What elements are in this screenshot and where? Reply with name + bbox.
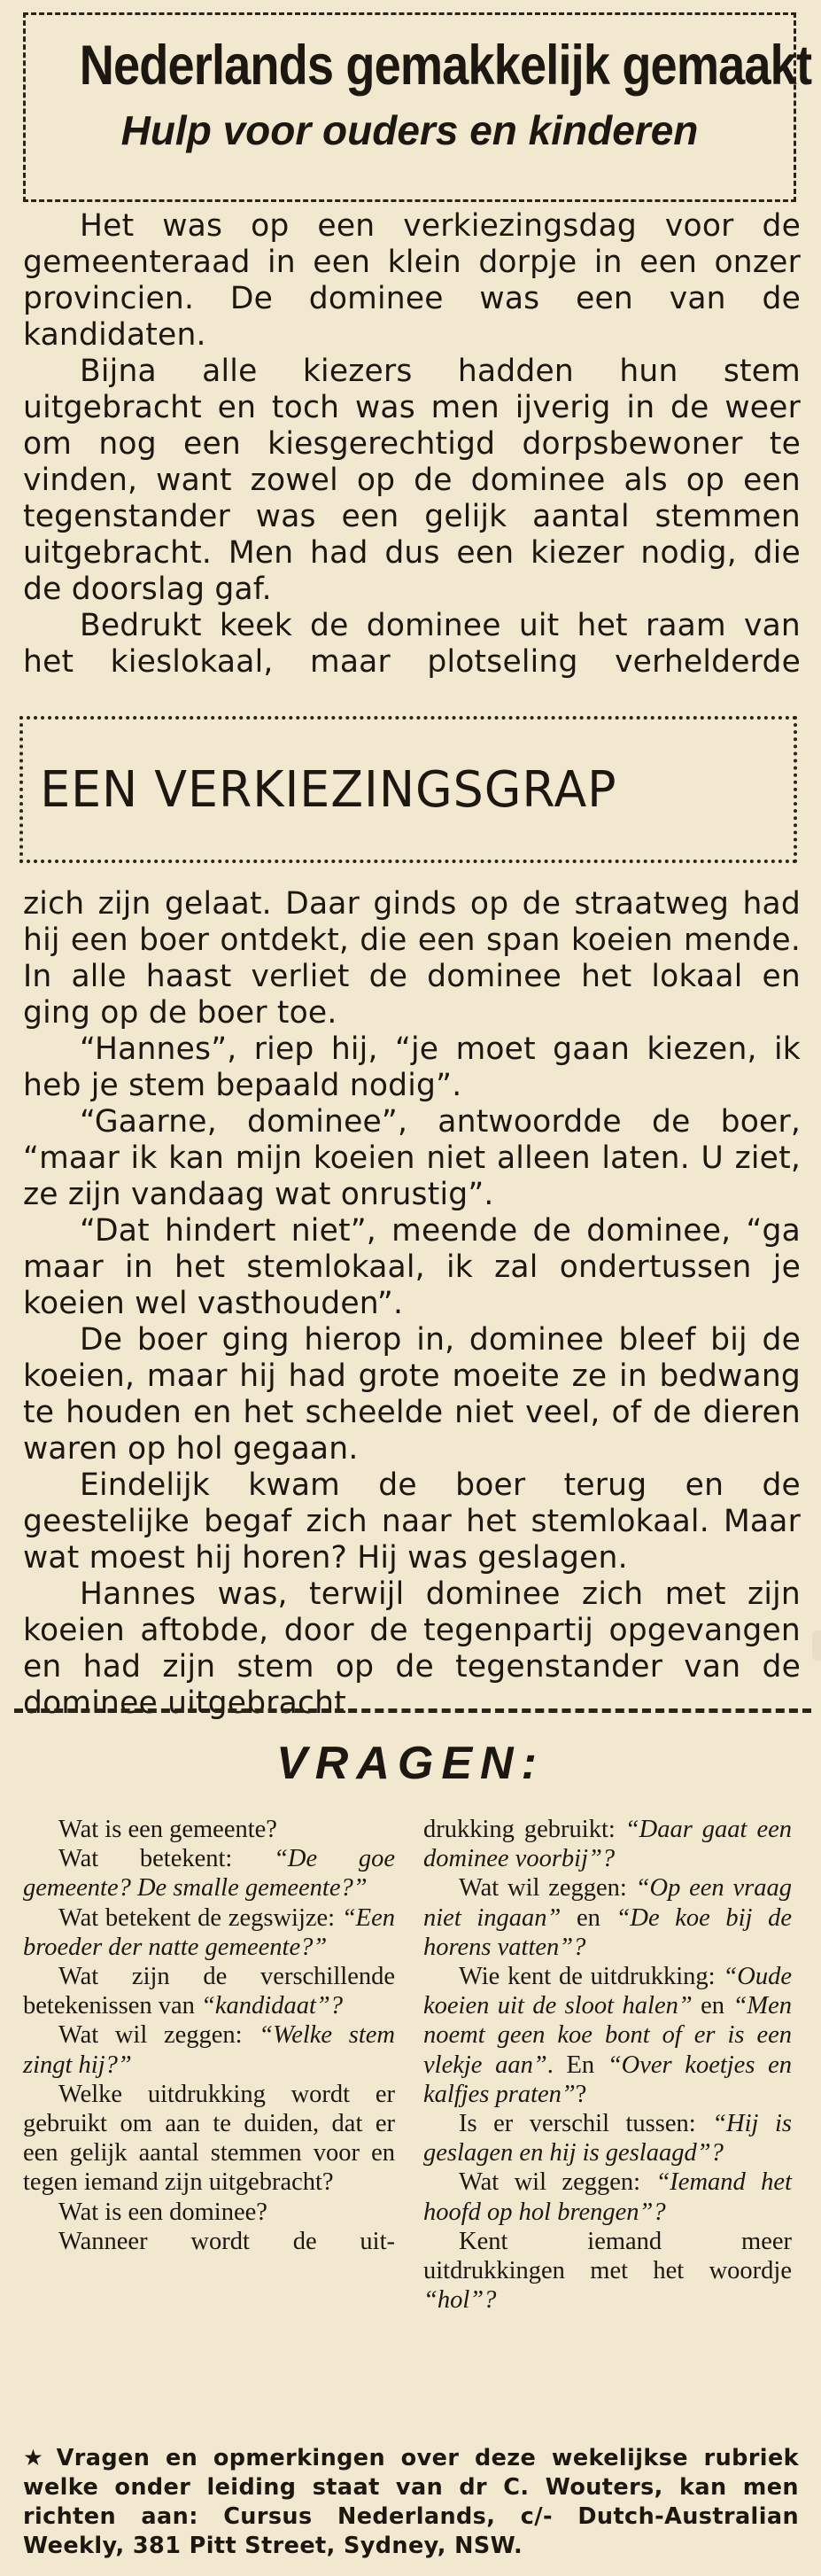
article-paragraph: “Hannes”, riep hij, “je moet gaan kiezen, ik heb je stem bepaald nodig”. <box>23 1031 801 1103</box>
headline-title: Nederlands gemakkelijk gemaakt <box>79 35 812 97</box>
article-part-2 <box>23 886 801 1722</box>
article-paragraph: Bijna alle kiezers hadden hun stem uitgebracht en toch was men ijverig in de weer om nog een kiesgerechtigd dorpsbewoner te vinden, want zowel op de dominee als op een tegenstander was een gelijk aantal stemmen uitgebracht. Men had dus een kiezer nodig, die de doorslag gaf. <box>23 354 801 607</box>
story-title-banner <box>19 716 797 863</box>
questions-column-left <box>23 1815 395 2256</box>
article-paragraph: De boer ging hierop in, dominee bleef bij de koeien, maar hij had grote moeite ze in bedwang te houden en het scheelde niet veel, of de dieren waren op hol gegaan. <box>23 1322 801 1467</box>
article-paragraph: zich zijn gelaat. Daar ginds op de straatweg had hij een boer ontdekt, die een span koeien mende. In alle haast verliet de dominee het lokaal en ging op de boer toe. <box>23 886 801 1031</box>
footer-note <box>23 2444 799 2561</box>
footer-text: Vragen en opmerkingen over deze wekelijkse rubriek welke onder leiding staat van dr C. Wouters, kan men richten aan: Cursus Nederlands, c/- Dutch-Australian Weekly, 381 Pitt Street, Sydney, NSW. <box>23 2445 799 2559</box>
question: Wat is een dominee? <box>58 2198 267 2226</box>
article-paragraph: “Dat hindert niet”, meende de dominee, “ga maar in het stemlokaal, ik zal ondertussen je koeien wel vasthouden”. <box>23 1213 801 1321</box>
question: Wat zijn de verschillende betekenissen van “kandidaat”? <box>23 1963 395 2020</box>
question: Wat wil zeggen: “Op een vraag niet ingaan” en “De koe bij de horens vatten”? <box>423 1874 792 1961</box>
question: Wat betekent: “De goe gemeente? De smalle gemeente?” <box>23 1845 396 1903</box>
article-paragraph: Het was op een verkiezingsdag voor de gemeenteraad in een klein dorpje in een onzer provincien. De dominee was een van de kandidaten. <box>23 208 801 353</box>
question: Wat wil zeggen: “Iemand het hoofd op hol brengen”? <box>423 2168 792 2226</box>
question: Wat is een gemeente? <box>58 1816 277 1843</box>
question: Wanneer wordt de uit- <box>58 2227 395 2255</box>
article-paragraph: Hannes was, terwijl dominee zich met zijn koeien aftobde, door de tegenpartij opgevangen en had zijn stem op de tegenstander van de dominee uitgebracht. <box>23 1576 801 1721</box>
question: Wat wil zeggen: “Welke stem zingt hij?” <box>23 2021 395 2079</box>
question: Kent iemand meer uitdrukkingen met het woordje “hol”? <box>423 2227 792 2315</box>
question: Welke uitdrukking wordt er gebruikt om aan te duiden, dat er een gelijk aantal stemmen voor en tegen iemand zijn uitgebracht? <box>23 2080 395 2197</box>
questions-heading: VRAGEN: <box>276 1738 545 1789</box>
headline-subtitle: Hulp voor ouders en kinderen <box>120 107 699 153</box>
article-paragraph: Bedrukt keek de dominee uit het raam van het kieslokaal, maar plotseling verhelderde <box>23 608 801 680</box>
article-paragraph: Eindelijk kwam de boer terug en de geestelijke begaf zich naar het stemlokaal. Maar wat moest hij horen? Hij was geslagen. <box>23 1467 801 1576</box>
question: Wat betekent de zegswijze: “Een broeder der natte gemeente?” <box>23 1903 395 1961</box>
story-title: EEN VERKIEZINGSGRAP <box>40 760 617 819</box>
paper-edge-mark <box>812 1630 821 1661</box>
question: drukking gebruikt: “Daar gaat een dominee voorbij”? <box>423 1816 792 1873</box>
article-paragraph: “Gaarne, dominee”, antwoordde de boer, “maar ik kan mijn koeien niet alleen laten. U ziet, ze zijn vandaag wat onrustig”. <box>23 1104 801 1212</box>
star-icon: ★ <box>23 2445 51 2471</box>
headline-box <box>23 12 812 202</box>
question: Wie kent de uitdrukking: “Oude koeien uit de sloot halen” en “Men noemt geen koe bont of er is een vlekje aan”. En “Over koetjes en kalfjes praten”? <box>423 1963 792 2108</box>
article-part-1 <box>23 208 801 681</box>
question: Is er verschil tussen: “Hij is geslagen en hij is geslaagd”? <box>423 2110 793 2167</box>
questions-column-right <box>423 1815 792 2315</box>
section-divider <box>14 1708 811 1713</box>
